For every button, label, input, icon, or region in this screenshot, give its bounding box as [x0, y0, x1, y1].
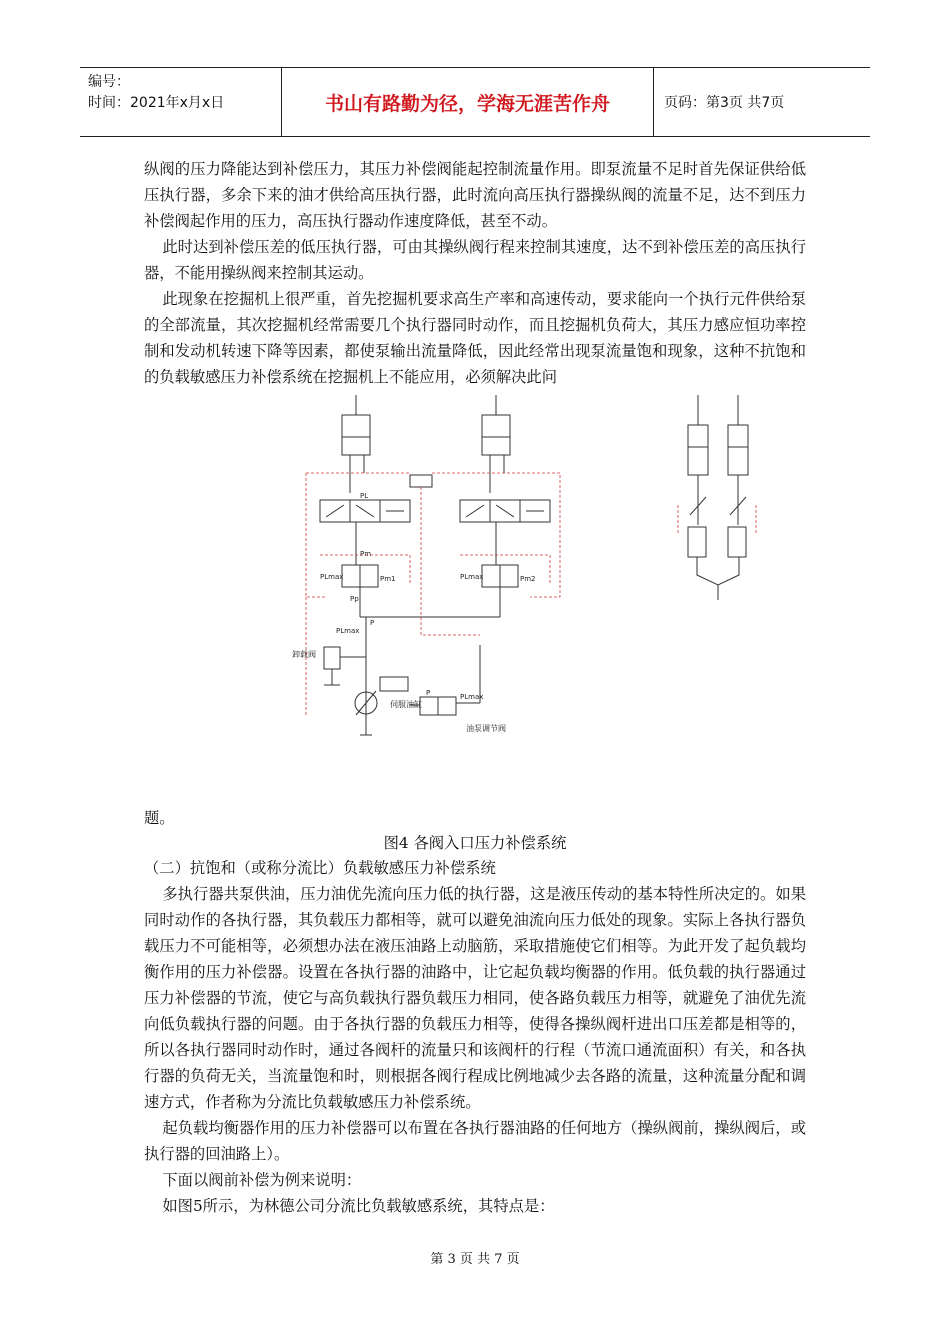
paragraph: 此现象在挖掘机上很严重，首先挖掘机要求高生产率和高速传动，要求能向一个执行元件供给泵的全部流量，其次挖掘机经常需要几个执行器同时动作，而且挖掘机负荷大，其压力感应恒功率控制和发动机转速下降等因素，都使泵输出流量降低，因此经常出现泵流量饱和现象，这种不抗饱和的负载敏感压力补偿系统在挖掘机上不能应用，必须解决此问 [144, 290, 806, 386]
paragraph: 纵阀的压力降能达到补偿压力，其压力补偿阀能起控制流量作用。即泵流量不足时首先保证供给低压执行器，多余下来的油才供给高压执行器，此时流向高压执行器操纵阀的流量不足，达不到压力补偿阀起作用的压力，高压执行器动作速度降低，甚至不动。 [144, 160, 806, 230]
cylinder-middle [482, 415, 510, 455]
label-pp: Pp [350, 595, 359, 603]
cylinder-right-a [688, 425, 708, 475]
label-pm2: Pm2 [520, 575, 536, 583]
top-text-block [144, 156, 806, 390]
paragraph: 题。 [144, 809, 175, 827]
hydraulic-circuit-diagram [280, 385, 820, 760]
valve-right-b [728, 527, 746, 557]
header-number-label: 编号： [88, 74, 130, 90]
continuation-text [144, 805, 806, 831]
label-pl: PL [360, 492, 369, 500]
label-p: P [370, 619, 375, 627]
page-header [80, 67, 870, 137]
shuttle-valve [410, 475, 432, 487]
label-plmax-regulator: PLmax [460, 693, 484, 701]
page-footer: 第 3 页 共 7 页 [430, 1252, 520, 1267]
section-heading: （二）抗饱和（或称分流比）负载敏感压力补偿系统 [144, 859, 496, 877]
bottom-text-block [144, 855, 806, 1219]
servo-cylinder [380, 677, 408, 691]
label-plmax-left: PLmax [320, 573, 344, 581]
paragraph: 此时达到补偿压差的低压执行器，可由其操纵阀行程来控制其速度，达不到补偿压差的高压执行器，不能用操纵阀来控制其运动。 [144, 238, 806, 282]
header-page-info: 页码：第3页 共7页 [664, 95, 785, 111]
label-plmax-unloading: PLmax [336, 627, 360, 635]
valve-right-a [688, 527, 706, 557]
label-pump-regulator: 油泵调节阀 [466, 724, 506, 733]
label-unloading-valve: 卸载阀 [292, 650, 316, 659]
paragraph: 下面以阀前补偿为例来说明： [162, 1171, 362, 1189]
label-pm: Pm [360, 550, 372, 558]
paragraph: 起负载均衡器作用的压力补偿器可以布置在各执行器油路的任何地方（操纵阀前，操纵阀后，或执行器的回油路上）。 [144, 1119, 806, 1163]
unloading-valve [324, 647, 340, 669]
cylinder-right-b [728, 425, 748, 475]
header-meta [80, 68, 282, 136]
figure-caption: 图4 各阀入口压力补偿系统 [383, 834, 567, 852]
header-motto: 书山有路勤为径，学海无涯苦作舟 [282, 68, 654, 136]
paragraph: 多执行器共泵供油，压力油优先流向压力低的执行器，这是液压传动的基本特性所决定的。如果同时动作的各执行器，其负载压力都相等，就可以避免油流向压力低处的现象。实际上各执行器负载压力不可能相等，必须想办法在液压油路上动脑筋，采取措施使它们相等。为此开发了起负载均衡作用的压力补偿器。设置在各执行器的油路中，让它起负载均衡器的作用。低负载的执行器通过压力补偿器的节流，使它与高负载执行器负载压力相同，使各路负载压力相等，就避免了油优先流向低负载执行器的问题。由于各执行器的负载压力相等，使得各操纵阀杆进出口压差都是相等的，所以各执行器同时动作时，通过各阀杆的流量只和该阀杆的行程（节流口通流面积）有关，和各执行器的负荷无关，当流量饱和时，则根据各阀行程成比例地减少去各路的流量，这种流量分配和调速方式，作者称为分流比负载敏感压力补偿系统。 [144, 885, 806, 1111]
label-plmax-middle: PLmax [460, 573, 484, 581]
cylinder-left [342, 415, 370, 455]
label-pm1: Pm1 [380, 575, 396, 583]
paragraph: 如图5所示，为林德公司分流比负载敏感系统，其特点是： [162, 1197, 555, 1215]
header-time-label: 时间：2021年x月x日 [88, 95, 225, 111]
label-p-regulator: P [426, 689, 431, 697]
label-servo-cylinder: 伺服油缸 [390, 700, 422, 709]
